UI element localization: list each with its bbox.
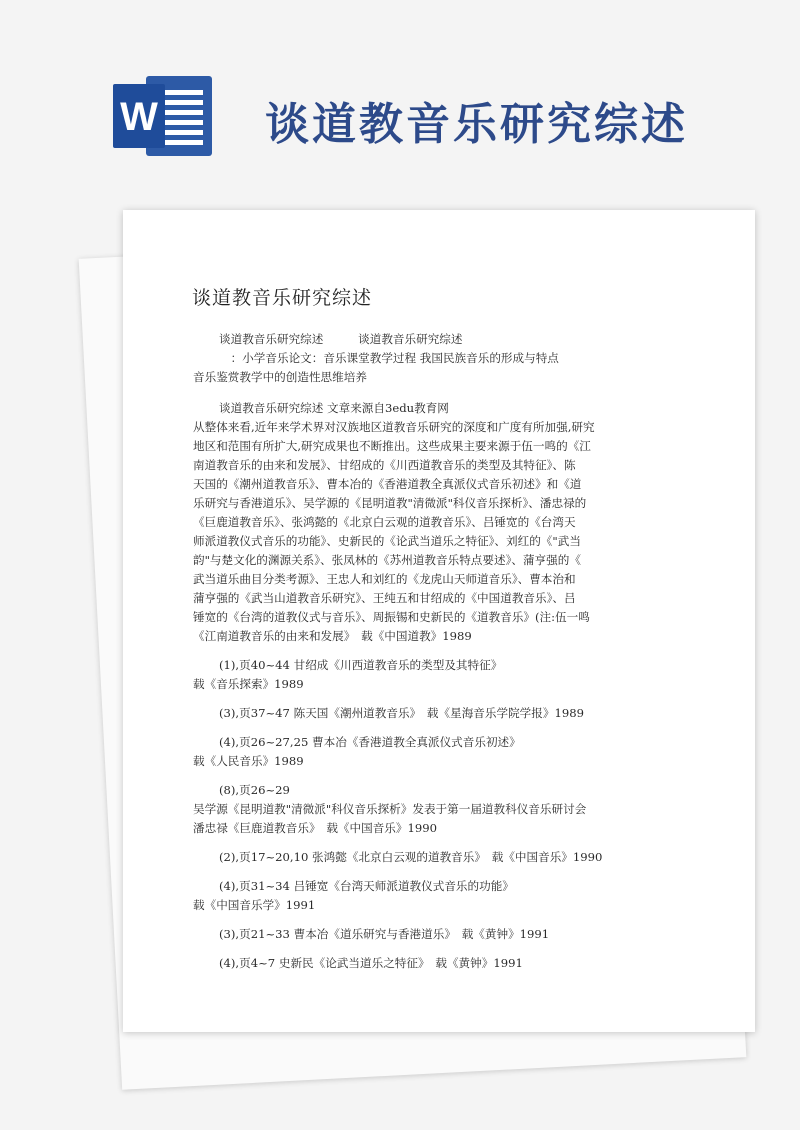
document-title: 谈道教音乐研究综述 <box>192 287 373 309</box>
text-line: 谈道教音乐研究综述 文章来源自3edu教育网 <box>219 401 449 415</box>
text-line: (4),页26~27,25 曹本冶《香港道教全真派仪式音乐初述》 <box>219 735 521 749</box>
text-line: (3),页21~33 曹本冶《道乐研究与香港道乐》 载《黄钟》1991 <box>219 927 550 941</box>
text-line: 蒲亨强的《武当山道教音乐研究》、王纯五和甘绍成的《中国道教音乐》、吕 <box>193 591 576 605</box>
text-line: 《巨鹿道教音乐》、张鸿懿的《北京白云观的道教音乐》、吕锤宽的《台湾天 <box>193 515 576 529</box>
text-line: (8),页26~29 <box>219 783 290 797</box>
text-line: 南道教音乐的由来和发展》、甘绍成的《川西道教音乐的类型及其特征》、陈 <box>193 458 576 472</box>
text-line: 吴学源《昆明道教"清微派"科仪音乐探析》发表于第一届道教科仪音乐研讨会 <box>193 802 587 816</box>
word-document-icon <box>111 70 216 160</box>
text-line: 载《中国音乐学》1991 <box>193 898 316 912</box>
header-title: 谈道教音乐研究综述 <box>265 99 688 150</box>
text-line: 武当道乐曲目分类考源》、王忠人和刘红的《龙虎山天师道音乐》、曹本治和 <box>193 572 576 586</box>
text-line: (4),页31~34 吕锤宽《台湾天师派道教仪式音乐的功能》 <box>219 879 514 893</box>
text-line: 谈道教音乐研究综述 谈道教音乐研究综述 <box>219 332 463 346</box>
text-line: 乐研究与香港道乐》、吴学源的《昆明道教"清微派"科仪音乐探析》、潘忠禄的 <box>193 496 587 510</box>
text-line: 师派道教仪式音乐的功能》、史新民的《论武当道乐之特征》、刘红的《"武当 <box>193 534 581 548</box>
text-line: 载《人民音乐》1989 <box>193 754 304 768</box>
text-line: ：小学音乐论文：音乐课堂教学过程 我国民族音乐的形成与特点 <box>219 351 559 365</box>
header <box>0 0 800 200</box>
text-line: (1),页40~44 甘绍成《川西道教音乐的类型及其特征》 <box>219 658 503 672</box>
text-line: 《江南道教音乐的由来和发展》 载《中国道教》1989 <box>193 629 472 643</box>
document-body <box>193 330 713 973</box>
text-line: (3),页37~47 陈天国《潮州道教音乐》 载《星海音乐学院学报》1989 <box>219 706 584 720</box>
text-line: 从整体来看,近年来学术界对汉族地区道教音乐研究的深度和广度有所加强,研究 <box>193 420 595 434</box>
text-line: 锤宽的《台湾的道教仪式与音乐》、周振锡和史新民的《道教音乐》(注:伍一鸣 <box>193 610 590 624</box>
text-line: 载《音乐探索》1989 <box>193 677 304 691</box>
word-logo-letter: W <box>120 95 158 139</box>
document-page <box>123 210 755 1032</box>
text-line: 潘忠禄《巨鹿道教音乐》 载《中国音乐》1990 <box>193 821 437 835</box>
text-line: 音乐鉴赏教学中的创造性思维培养 <box>193 370 367 384</box>
text-line: (2),页17~20,10 张鸿懿《北京白云观的道教音乐》 载《中国音乐》1990 <box>219 850 603 864</box>
text-line: 韵"与楚文化的渊源关系》、张凤林的《苏州道教音乐特点要述》、蒲亨强的《 <box>193 553 581 567</box>
text-line: 地区和范围有所扩大,研究成果也不断推出。这些成果主要来源于伍一鸣的《江 <box>193 439 591 453</box>
text-line: (4),页4~7 史新民《论武当道乐之特征》 载《黄钟》1991 <box>219 956 523 970</box>
text-line: 天国的《潮州道教音乐》、曹本冶的《香港道教全真派仪式音乐初述》和《道 <box>193 477 582 491</box>
